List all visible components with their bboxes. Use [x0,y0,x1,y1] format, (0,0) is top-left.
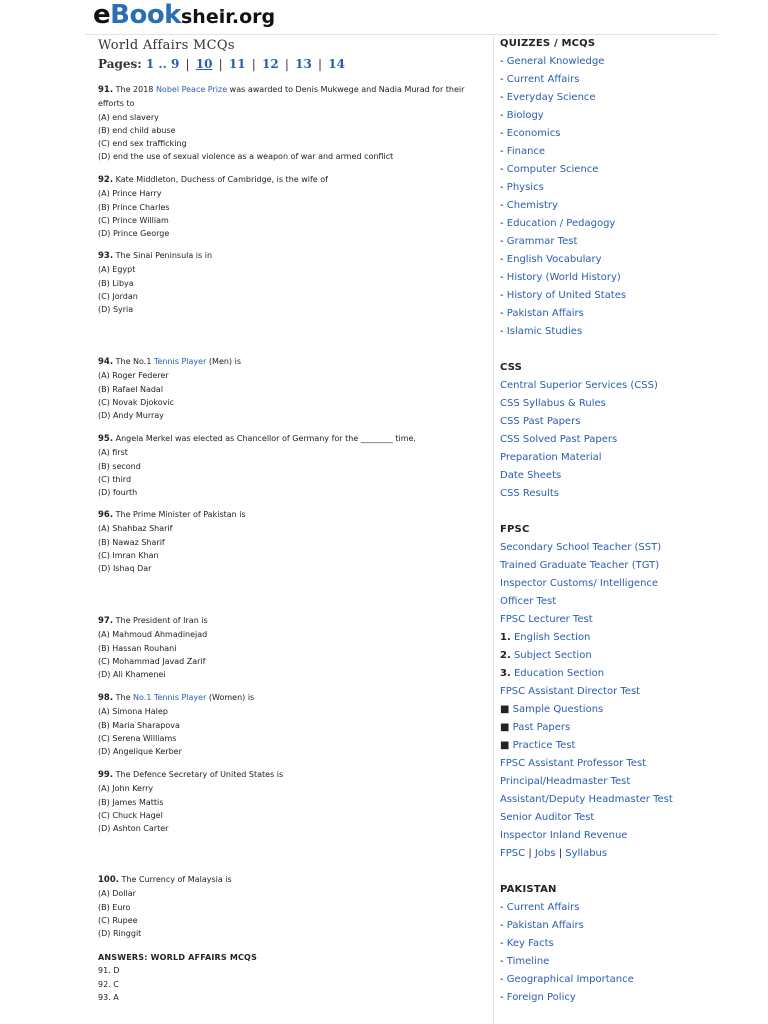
sidebar-item-deputy-headmaster[interactable]: Assistant/Deputy Headmaster Test [500,794,673,805]
option: (D) Ishaq Dar [98,564,152,574]
option: (B) Maria Sharapova [98,720,180,730]
option: (B) Rafael Nadal [98,384,164,394]
sidebar-item-inland-revenue[interactable]: Inspector Inland Revenue [500,830,628,841]
square-bullet-icon: ■ [500,704,510,715]
question-97: 97. The President of Iran is (A) Mahmoud Ahmadinejad (B) Hassan Rouhani (C) Mohammad Javad Zarif (D) Ali Khamenei [98,614,478,681]
option: (A) Mahmoud Ahmadinejad [98,630,208,640]
page-link-9[interactable]: 9 [170,57,180,71]
sidebar-item-past-papers[interactable]: ■ Past Papers [500,722,571,733]
question-99: 99. The Defence Secretary of United States is (A) John Kerry (B) James Mattis (C) Chuck Hagel (D) Ashton Carter [98,768,478,835]
option: (B) Libya [98,278,134,288]
sidebar-item[interactable]: CSS Results [500,488,559,499]
logo-rest: sheir.org [180,6,276,28]
question-95: 95. Angela Merkel was elected as Chancellor of Germany for the ________ time. (A) first (B) second (C) third (D) fourth [98,432,478,499]
option: (B) James Mattis [98,797,164,807]
square-bullet-icon: ■ [500,740,510,751]
question-91: 91. The 2018 Nobel Peace Prize was awarded to Denis Mukwege and Nadia Murad for their efforts to (A) end slavery (B) end child abuse (C) end sex trafficking (D) end the use of sexual violence as a weapon of war and armed conflict [98,83,478,164]
option: (C) Jordan [98,291,138,301]
tennis-player-link[interactable]: Tennis Player [153,357,207,366]
sidebar-heading-pakistan: PAKISTAN [500,884,557,895]
answers-heading: ANSWERS: WORLD AFFAIRS MCQS [98,953,258,962]
answers-section [98,951,257,1004]
option: (C) end sex trafficking [98,139,187,149]
answer-item: 91. D [98,966,120,976]
option: (D) Ali Khamenei [98,670,166,680]
sidebar-fpsc-links: FPSC | Jobs | Syllabus [500,848,608,859]
sidebar-item-tgt[interactable]: Trained Graduate Teacher (TGT) [500,560,660,571]
sidebar-heading-quizzes: QUIZZES / MCQS [500,38,596,49]
logo-e: e [93,0,111,30]
sidebar-item[interactable]: - Key Facts [500,938,554,949]
sidebar-heading-fpsc: FPSC [500,524,530,535]
sidebar-item[interactable]: - Timeline [500,956,550,967]
sidebar-item[interactable]: - Grammar Test [500,236,578,247]
sidebar-item[interactable]: CSS Past Papers [500,416,581,427]
option: (B) Euro [98,902,131,912]
logo-book: Book [110,0,181,30]
option: (B) second [98,461,141,471]
page-title: World Affairs MCQs [98,38,235,53]
sidebar-section-english[interactable]: 1. English Section [500,632,591,643]
sidebar-css [500,359,730,503]
option: (D) Ashton Carter [98,824,169,834]
option: (A) Shahbaz Sharif [98,524,173,534]
option: (A) end slavery [98,112,159,122]
sidebar-item[interactable]: - Education / Pedagogy [500,218,616,229]
question-94: 94. The No.1 Tennis Player (Men) is (A) Roger Federer (B) Rafael Nadal (C) Novak Djokovic (D) Andy Murray [98,355,478,422]
question-100: 100. The Currency of Malaysia is (A) Dollar (B) Euro (C) Rupee (D) Ringgit [98,873,478,940]
question-92: 92. Kate Middleton, Duchess of Cambridge, is the wife of (A) Prince Harry (B) Prince Charles (C) Prince William (D) Prince George [98,173,478,240]
sidebar-divider [493,36,494,1024]
square-bullet-icon: ■ [500,722,510,733]
sidebar-section-subject[interactable]: 2. Subject Section [500,650,592,661]
sidebar-item[interactable]: - History of United States [500,290,627,301]
sidebar-item[interactable]: - Finance [500,146,546,157]
option: (C) Chuck Hagel [98,810,163,820]
option: (B) Prince Charles [98,202,170,212]
option: (C) Mohammad Javad Zarif [98,656,206,666]
sidebar-quizzes [500,35,730,341]
page-link-10[interactable]: 10 [195,57,213,71]
fpsc-link[interactable]: FPSC [500,848,526,859]
pages-label: Pages: [98,57,142,71]
option: (C) Serena Williams [98,733,177,743]
page-link-14[interactable]: 14 [328,57,345,71]
sidebar-item[interactable]: - Chemistry [500,200,558,211]
sidebar-item[interactable]: - Computer Science [500,164,599,175]
sidebar-item[interactable]: CSS Solved Past Papers [500,434,618,445]
answer-item: 93. A [98,992,119,1002]
option: (D) Prince George [98,229,170,239]
option: (C) Novak Djokovic [98,397,174,407]
main-content [98,38,483,71]
sidebar-heading-css: CSS [500,362,523,373]
option: (C) Imran Khan [98,550,159,560]
sidebar-item-senior-auditor[interactable]: Senior Auditor Test [500,812,595,823]
sidebar-item[interactable]: - Physics [500,182,544,193]
option: (A) Prince Harry [98,189,162,199]
sidebar-item[interactable]: - Foreign Policy [500,992,576,1003]
sidebar-item[interactable]: - Biology [500,110,544,121]
sidebar-item[interactable]: - History (World History) [500,272,621,283]
question-93: 93. The Sinai Peninsula is in (A) Egypt (B) Libya (C) Jordan (D) Syria [98,249,478,316]
option: (D) fourth [98,488,138,498]
page-link-13[interactable]: 13 [295,57,312,71]
option: (D) end the use of sexual violence as a weapon of war and armed conflict [98,152,394,162]
option: (D) Ringgit [98,929,142,939]
option: (B) Nawaz Sharif [98,537,165,547]
sidebar-item[interactable]: Date Sheets [500,470,562,481]
sidebar-item-customs[interactable]: Inspector Customs/ Intelligence [500,578,659,589]
sidebar-item-assistant-professor[interactable]: FPSC Assistant Professor Test [500,758,647,769]
jobs-link[interactable]: Jobs [534,848,556,859]
option: (A) Roger Federer [98,371,169,381]
sidebar-item[interactable]: - Geographical Importance [500,974,634,985]
sidebar-item[interactable]: - Current Affairs [500,74,580,85]
sidebar-item[interactable]: - General Knowledge [500,56,605,67]
sidebar-item-assistant-director[interactable]: FPSC Assistant Director Test [500,686,641,697]
option: (B) end child abuse [98,125,176,135]
question-96: 96. The Prime Minister of Pakistan is (A) Shahbaz Sharif (B) Nawaz Sharif (C) Imran Khan (D) Ishaq Dar [98,508,478,575]
option: (A) John Kerry [98,784,154,794]
option: (D) Syria [98,305,134,315]
sidebar-item-principal[interactable]: Principal/Headmaster Test [500,776,631,787]
page-link-11[interactable]: 11 [228,57,246,71]
option: (C) Rupee [98,915,138,925]
sidebar-item-sample-questions[interactable]: ■ Sample Questions [500,704,604,715]
option: (D) Andy Murray [98,411,164,421]
page-link-1[interactable]: 1 [145,57,155,71]
option: (A) Dollar [98,889,136,899]
sidebar-item[interactable]: CSS Syllabus & Rules [500,398,606,409]
sidebar-item[interactable]: - Economics [500,128,561,139]
option: (A) Simona Halep [98,707,168,717]
sidebar-section-education[interactable]: 3. Education Section [500,668,605,679]
sidebar-pakistan [500,881,730,1007]
sidebar-item-customs-2[interactable]: Officer Test [500,596,557,607]
sidebar-item[interactable]: - Pakistan Affairs [500,308,584,319]
sidebar-item[interactable]: - Islamic Studies [500,326,583,337]
question-98: 98. The No.1 Tennis Player (Women) is (A) Simona Halep (B) Maria Sharapova (C) Serena Williams (D) Angelique Kerber [98,691,478,758]
option: (D) Angelique Kerber [98,747,182,757]
sidebar-item[interactable]: - English Vocabulary [500,254,602,265]
sidebar-item-practice-test[interactable]: ■ Practice Test [500,740,576,751]
option: (C) Prince William [98,215,169,225]
no1-tennis-player-link[interactable]: No.1 Tennis Player [133,693,207,702]
option: (B) Hassan Rouhani [98,643,177,653]
page-link-12[interactable]: 12 [262,57,279,71]
pagination: Pages: 1 .. 9 | 10 | 11 | 12 | 13 | 14 [98,57,345,71]
sidebar-item[interactable]: - Current Affairs [500,902,580,913]
nobel-peace-prize-link[interactable]: Nobel Peace Prize [155,85,228,94]
sidebar-item[interactable]: - Everyday Science [500,92,596,103]
sidebar-item-lecturer[interactable]: FPSC Lecturer Test [500,614,593,625]
sidebar-item[interactable]: - Pakistan Affairs [500,920,584,931]
site-logo[interactable] [93,0,275,34]
option: (A) Egypt [98,265,136,275]
syllabus-link[interactable]: Syllabus [565,848,608,859]
sidebar-item-sst[interactable]: Secondary School Teacher (SST) [500,542,662,553]
sidebar-fpsc [500,521,730,863]
answer-item: 92. C [98,979,119,989]
option: (C) third [98,474,132,484]
sidebar-item[interactable]: Preparation Material [500,452,602,463]
sidebar-item[interactable]: Central Superior Services (CSS) [500,380,658,391]
option: (A) first [98,448,128,458]
page-ellipsis: .. [158,57,167,71]
